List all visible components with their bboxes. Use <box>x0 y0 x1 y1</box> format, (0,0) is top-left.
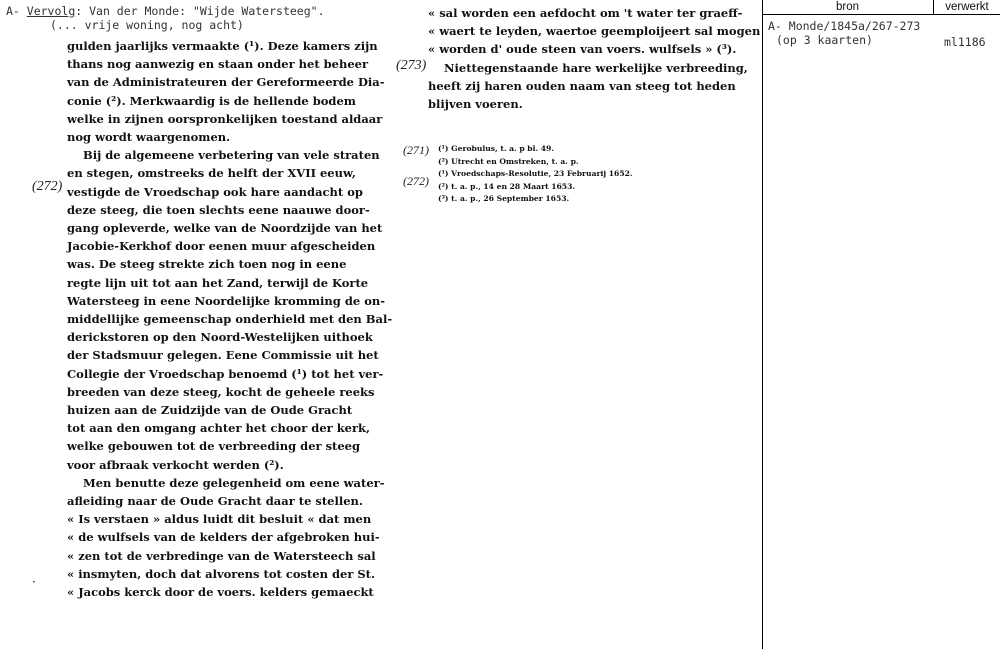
margin-note-273: (273) <box>396 58 427 73</box>
footnotes-block <box>438 143 633 206</box>
left-text-line: middellijke gemeenschap onderhield met den Bal- <box>67 312 393 327</box>
stray-dot: · <box>32 575 36 589</box>
footnote-line: (²) t. a. p., 14 en 28 Maart 1653. <box>438 181 575 191</box>
verwerkt-value: ml1186 <box>944 35 986 49</box>
left-text-line: deze steeg, die toen slechts eene naauwe door- <box>67 202 370 217</box>
mid-text-line: blijven voeren. <box>428 97 523 112</box>
left-text-line: van de Administrateuren der Gereformeerde Dia- <box>67 75 385 90</box>
mid-text-line: « waert te leyden, waertoe geemploijeert sal mogen <box>428 24 761 39</box>
header-vervolg: Vervolg <box>26 4 76 18</box>
left-text-line: gang opleverde, welke van de Noordzijde van het <box>67 221 383 236</box>
left-text-line: der Stadsmuur gelegen. Eene Commissie uit het <box>67 348 379 363</box>
mid-text-line: « worden d' oude steen van voers. wulfsels » (³). <box>428 42 737 57</box>
left-text-line: was. De steeg strekte zich toen nog in eene <box>67 257 347 272</box>
mid-text-line: heeft zij haren ouden naam van steeg tot heden <box>428 78 736 93</box>
footnote-line: (²) Utrecht en Omstreken, t. a. p. <box>438 156 579 166</box>
left-text-line: tot aan den omgang achter het choor der kerk, <box>67 421 371 436</box>
left-text-line: welke gebouwen tot de verbreeding der steeg <box>67 439 361 454</box>
left-text-line: Jacobie-Kerkhof door eenen muur afgescheiden <box>67 239 376 254</box>
left-text-line: Bij de algemeene verbetering van vele straten <box>83 148 380 163</box>
left-text-line: voor afbraak verkocht werden (²). <box>67 457 284 472</box>
left-text-line: afleiding naar de Oude Gracht daar te stellen. <box>67 494 363 509</box>
left-text-line: vestigde de Vroedschap ook hare aandacht op <box>67 184 363 199</box>
left-text-line: regte lijn uit tot aan het Zand, terwijl de Korte <box>67 275 369 290</box>
left-text-line: huizen aan de Zuidzijde van de Oude Gracht <box>67 403 353 418</box>
footnote-line: (¹) Vroedschaps-Resolutie, 23 Februarij 1652. <box>438 169 633 178</box>
footnote-mark-271: (271) <box>403 143 429 157</box>
left-text-line: « de wulfsels van de kelders der afgebroken hui- <box>67 530 380 545</box>
table-divider-vertical <box>762 0 763 649</box>
left-text-column <box>67 37 393 601</box>
left-text-line: Watersteeg in eene Noordelijke kromming de on- <box>67 293 385 308</box>
left-text-line: thans nog aanwezig en staan onder het beheer <box>67 57 369 72</box>
mid-text-line: Niettegenstaande hare werkelijke verbreeding, <box>444 60 748 75</box>
left-text-line: Collegie der Vroedschap benoemd (¹) tot het ver- <box>67 366 384 381</box>
left-text-line: « Jacobs kerck door de voers. kelders gemaeckt <box>67 585 374 600</box>
left-text-line: « zen tot de verbredinge van de Watersteech sal <box>67 548 376 563</box>
card-header <box>6 4 325 18</box>
bron-cards-note: (op 3 kaarten) <box>776 33 873 47</box>
verwerkt-column-header: verwerkt <box>945 1 989 13</box>
header-title: : Van der Monde: "Wijde Watersteeg". <box>75 4 325 18</box>
left-text-line: derickstoren op den Noord-Westelijken uithoek <box>67 330 373 345</box>
mid-text-line: « sal worden een aefdocht om 't water ter graeff- <box>428 6 743 20</box>
left-text-line: « insmyten, doch dat alvorens tot costen der St. <box>67 566 375 581</box>
header-prefix: A- <box>6 4 27 18</box>
left-text-line: en stegen, omstreeks de helft der XVII eeuw, <box>67 166 356 181</box>
left-text-line: welke in zijnen oorspronkelijken toestand aldaar <box>67 111 383 126</box>
footnote-line: (³) t. a. p., 26 September 1653. <box>438 194 570 203</box>
footnote-line: (¹) Gerobulus, t. a. p bl. 49. <box>438 144 554 153</box>
left-text-line: breeden van deze steeg, kocht de geheele reeks <box>67 384 375 399</box>
table-header-rule <box>762 14 1000 15</box>
middle-text-column <box>428 4 761 113</box>
bron-reference: A- Monde/1845a/267-273 <box>768 19 921 33</box>
left-text-line: conie (²). Merkwaardig is de hellende bodem <box>67 93 356 108</box>
left-text-line: « Is verstaen » aldus luidt dit besluit « dat men <box>67 512 372 527</box>
left-text-line: nog wordt waargenomen. <box>67 130 231 145</box>
bron-column-header: bron <box>835 1 860 13</box>
header-subline: (... vrije woning, nog acht) <box>50 18 244 32</box>
left-text-line: gulden jaarlijks vermaakte (¹). Deze kamers zijn <box>67 39 378 53</box>
left-text-line: Men benutte deze gelegenheid om eene water- <box>83 475 385 490</box>
footnote-mark-272: (272) <box>403 174 429 188</box>
margin-note-272: (272) <box>32 179 63 194</box>
